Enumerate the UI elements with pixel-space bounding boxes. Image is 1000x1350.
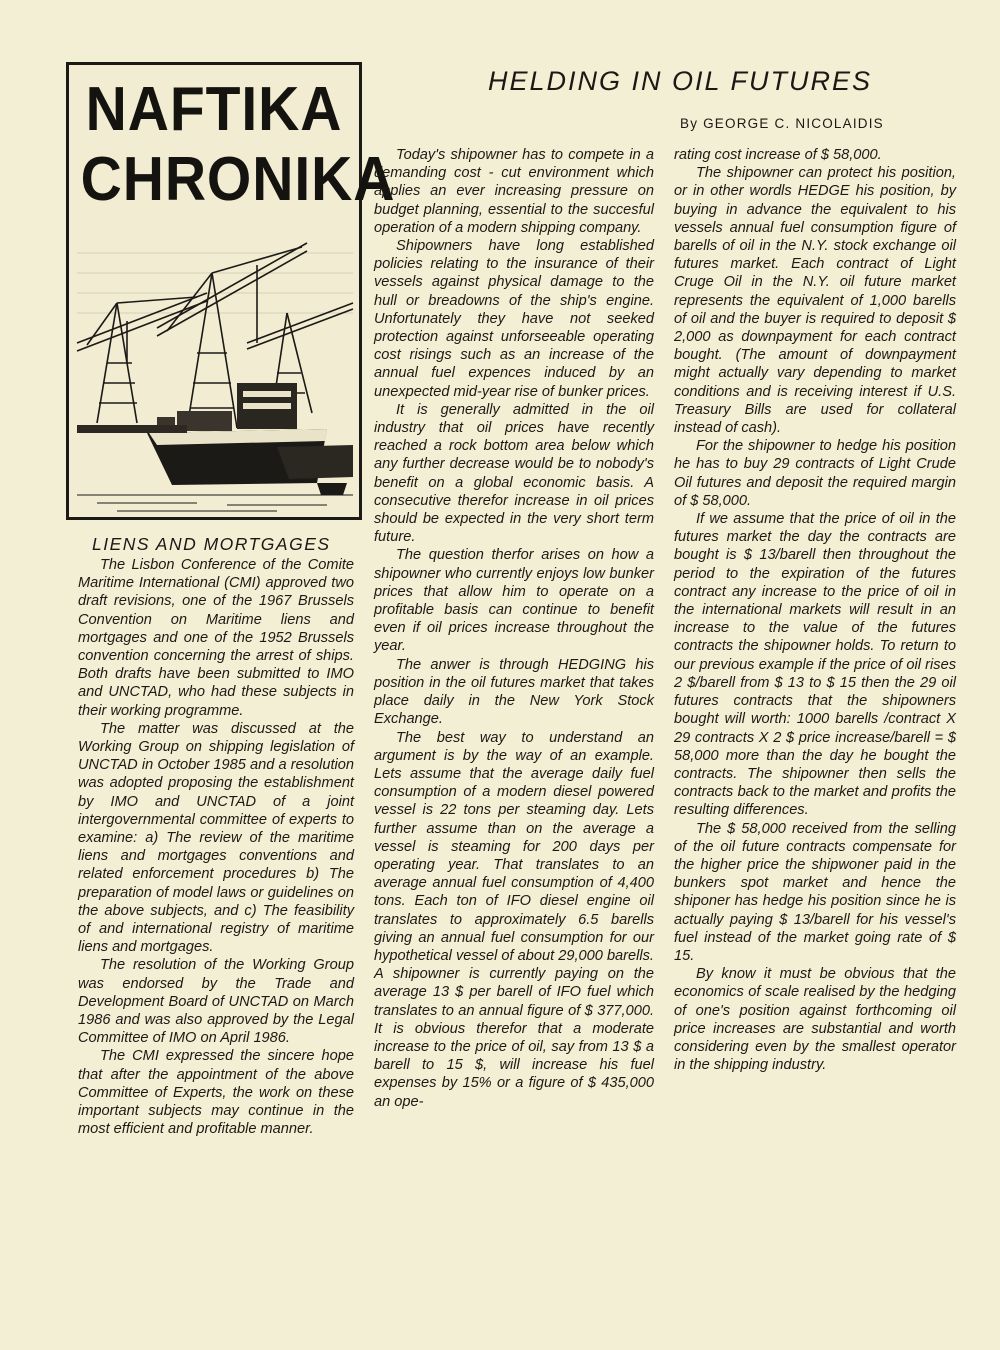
- logo-naftika: NAFTIKA: [85, 75, 343, 144]
- article-paragraph: The $ 58,000 received from the selling of the oil future contracts compensate for the higher price the shipwoner paid in the bunkers spot market and hence the shiponer has hedge his position since he is actually paying $ 13/barell for his vessel's fuel instead of the market going rate of $ 15.: [674, 820, 956, 964]
- article-paragraph: If we assume that the price of oil in the futures market the day the contracts are bought is $ 13/barell then throughout the period to the expiration of the futures contract any increase to the price of oil in the international markets will result in an increase to the value of the futures contracts the shipowner holds. To return to our previous example if the price of oil rises 2 $/barell from $ 13 to $ 15 then the 29 oil futures contracts that the shipowners bought will worth: 1000 barells /contract X 29 contracts X 2 $ price increase/barell = $ 58,000 more than the day he bought the contracts. The shipowner then sells the contracts back to the market and profits the resulting differences.: [674, 511, 956, 819]
- logo-chronika: CHRONIKA: [80, 145, 396, 214]
- article-byline: By GEORGE C. NICOLAIDIS: [680, 116, 884, 131]
- article-paragraph: Shipowners have long established policies relating to the insurance of their vessels against physical damage to the hull or breadowns of the ship's engine. Unfortunately they have not seeked protection against unforseeable operating cost risings such as an increase of the annual fuel expences induced by an unexpected mid-year rise of bunker prices.: [374, 238, 654, 400]
- sidebar-paragraph: The Lisbon Conference of the Comite Maritime International (CMI) approved two draft revisions, one of the 1967 Brussels Convention on Maritime liens and mortgages and one of the 1952 Brussels convention concerning the arrest of ships. Both drafts have been submitted to IMO and UNCTAD, who had these subjects in their working programme.: [78, 557, 354, 719]
- article-middle-column: [374, 146, 654, 1111]
- sidebar-paragraph: The resolution of the Working Group was endorsed by the Trade and Development Board of UNCTAD on March 1986 and was also approved by the Legal Committee of IMO on April 1986.: [78, 957, 354, 1047]
- sidebar-paragraph: The matter was discussed at the Working Group on shipping legislation of UNCTAD in October 1985 and a resolution was adopted proposing the establishment by IMO and UNCTAD of a joint intergovernmental committee of experts to examine: a) The review of the maritime liens and mortgages conventions and related enforcement procedures b) The preparation of model laws or guidelines on the above subjects, and c) The feasibility of and international registry of maritime liens and mortgages.: [78, 720, 354, 956]
- article-paragraph: By know it must be obvious that the economics of scale realised by the hedging of one's position against forthcoming oil price increases are substantial and worth considering even by the smallest operator in the shipping industry.: [674, 966, 956, 1074]
- article-paragraph: The question therfor arises on how a shipowner who currently enjoys low bunker prices that allow him to operate on a profitable basis can continue to benefit even if oil prices increase throughout the year.: [374, 547, 654, 655]
- sidebar-paragraph: The CMI expressed the sincere hope that after the appointment of the above Committee of Experts, the work on these important subjects may continue in the most efficient and profitable manner.: [78, 1048, 354, 1138]
- article-paragraph: For the shipowner to hedge his position he has to buy 29 contracts of Light Crude Oil futures and deposit the required margin of $ 58,000.: [674, 438, 956, 509]
- article-paragraph: The best way to understand an argument is by the way of an example. Lets assume that the average daily fuel consumption of a modern diesel powered vessel is 22 tons per steaming day. Lets further assume than on the average a vessel is steaming for 200 days per operating year. That translates to an average annual fuel consumption of 4,400 tons. Each ton of IFO diesel engine oil translates to approximately 6.5 barells giving an annual fuel consumption for our hypothetical vessel of about 29,000 barells. A shipowner is currently paying on the average 13 $ per barell of IFO fuel which translates to an annual figure of $ 377,000. It is obvious therefor that a moderate increase to the price of oil, say from 13 $ a barell to 15 $, will increase his fuel expenses by 15% or a figure of $ 435,000 an ope-: [374, 729, 654, 1110]
- sidebar-title: LIENS AND MORTGAGES: [92, 534, 331, 554]
- masthead-box: [66, 62, 396, 520]
- article-paragraph-continuation: rating cost increase of $ 58,000.: [674, 147, 882, 163]
- port-cranes-ships-illustration: [77, 233, 353, 515]
- article-right-column: [674, 146, 956, 1074]
- article-paragraph: Today's shipowner has to compete in a demanding cost - cut environment which applies an ever increasing pressure on budget planning, essential to the succesful operation of a modern shipping company.: [374, 147, 654, 236]
- article-headline: HELDING IN OIL FUTURES: [487, 66, 873, 96]
- article-paragraph: It is generally admitted in the oil industry that oil prices have recently reached a rock bottom area below which any further decrease would be to nobody's benefit on a global economic basis. A consecutive therefor increase in oil prices should be expected in the very short term future.: [374, 401, 654, 546]
- article-paragraph: The shipowner can protect his position, or in other wordls HEDGE his position, by buying in advance the equivalent to his vessels annual fuel consumption figure of barells of oil in the N.Y. stock exchange oil futures market. Each contract of Light Cruge Oil in the N.Y. oil future market represents the equivalent of 1,000 barells of oil and the buyer is required to deposit $ 2,000 as downpayment for each contract bought. (The amount of downpayment might actually vary depending to market conditions and is receiving interest if U.S. Treasury Bills are used for collateral instead of cash).: [674, 165, 956, 437]
- article-paragraph: The anwer is through HEDGING his position in the oil futures market that takes place daily in the New York Stock Exchange.: [374, 656, 654, 728]
- sidebar-column: [78, 556, 354, 1139]
